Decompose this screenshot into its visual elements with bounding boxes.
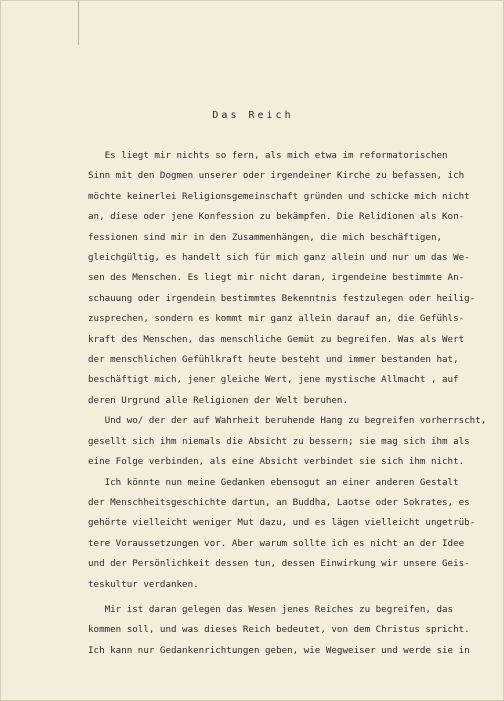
text-line: Und wo/ der der auf Wahrheit beruhende Hang zu begreifen vorherrscht, [88, 415, 487, 427]
text-line: schauung oder irgendein bestimmtes Bekenntnis festzulegen oder heilig- [88, 292, 476, 304]
text-line: kommen soll, und was dieses Reich bedeutet, von dem Christus spricht. [88, 624, 470, 636]
margin-mark [78, 1, 79, 45]
text-line: Sinn mit den Dogmen unserer oder irgendeiner Kirche zu befassen, ich [88, 170, 465, 182]
text-line: der Menschheitsgeschichte dartun, an Buddha, Laotse oder Sokrates, es [88, 496, 470, 508]
text-line: gehörte vielleicht weniger Mut dazu, und es lägen vielleicht ungetrüb- [88, 517, 476, 529]
text-line: zusprechen, sondern es kommt mir ganz allein darauf an, die Gefühls- [88, 313, 465, 325]
text-line: und der Persönlichkeit dessen tun, dessen Einwirkung wir unsere Geis- [88, 558, 470, 570]
text-line: beschäftigt mich, jener gleiche Wert, jene mystische Allmacht , auf [88, 374, 459, 386]
text-line: teskultur verdanken. [88, 578, 199, 590]
text-line: gleichgültig, es handelt sich für mich ganz allein und nur um das We- [88, 252, 470, 264]
text-line: Ich könnte nun meine Gedanken ebensogut an einer anderen Gestalt [88, 476, 459, 488]
text-line: Ich kann nur Gedankenrichtungen geben, wie Wegweiser und werde sie in [88, 644, 470, 656]
text-line: an, diese oder jene Konfession zu bekämpfen. Die Relidionen als Kon- [88, 211, 465, 223]
text-line: eine Folge verbinden, als eine Absicht verbindet sie sich ihm nicht. [88, 456, 465, 468]
text-line: Mir ist daran gelegen das Wesen jenes Reiches zu begreifen, das [88, 603, 454, 615]
text-line: möchte keinerlei Religionsgemeinschaft gründen und schicke mich nicht [88, 190, 470, 202]
text-line: tere Voraussetzungen vor. Aber warum sollte ich es nicht an der Idee [88, 537, 465, 549]
text-line: fessionen sind mir in den Zusammenhängen, die mich beschäftigen, [88, 231, 443, 243]
text-line: kraft des Menschen, das menschliche Gemüt zu begreifen. Was als Wert [88, 333, 465, 345]
document-title: Das Reich [212, 110, 294, 121]
text-line: gesellt sich ihm niemals die Absicht zu bessern; sie mag sich ihm als [88, 435, 470, 447]
text-line: Es liegt mir nichts so fern, als mich etwa im reformatorischen [88, 150, 448, 161]
text-line: deren Urgrund alle Religionen der Welt beruhen. [88, 394, 348, 406]
document-body [88, 146, 493, 661]
text-line: sen des Menschen. Es liegt mir nicht daran, irgendeine bestimmte An- [88, 272, 465, 284]
text-line: der menschlichen Gefühlkraft heute besteht und immer bestanden hat, [88, 354, 459, 366]
